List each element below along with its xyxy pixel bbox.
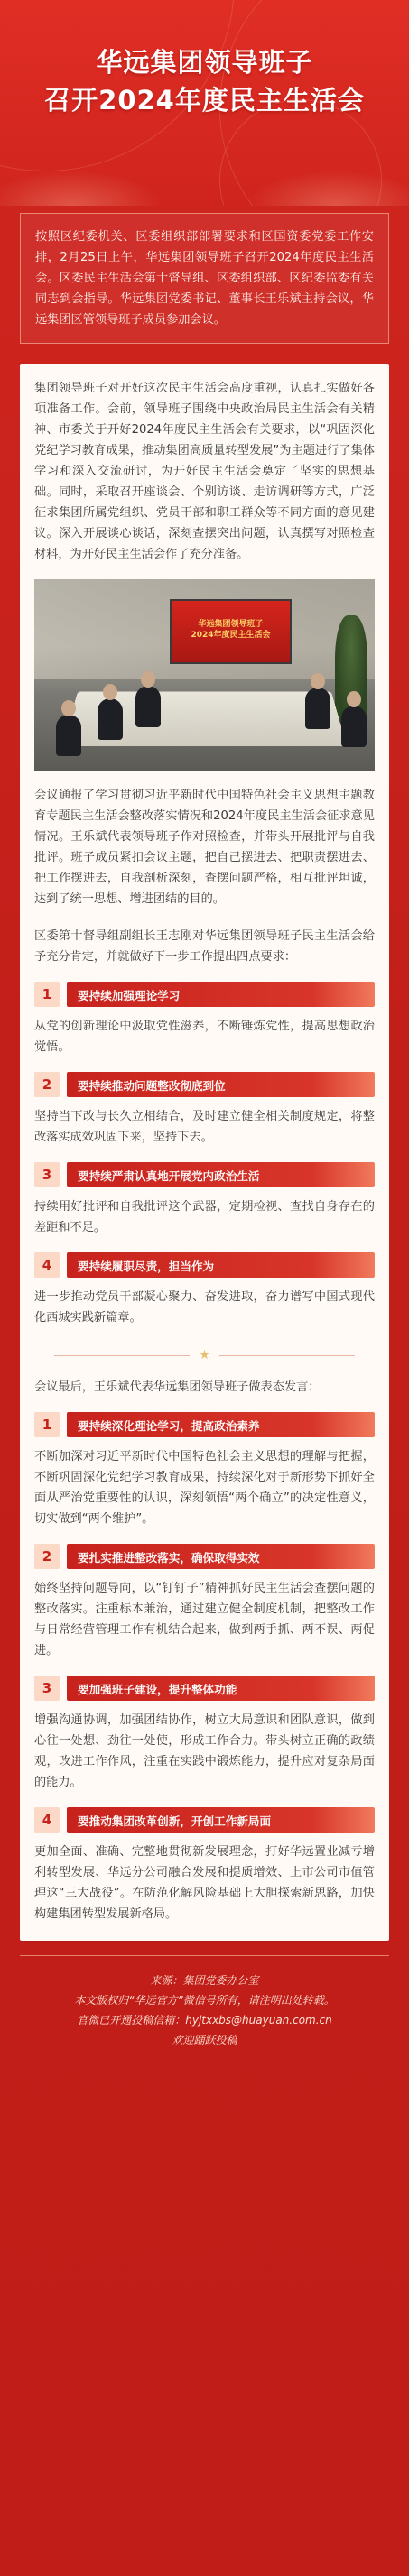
photo-person [305,688,330,729]
footer-source: 来源：集团党委办公室 [150,1974,259,1987]
section-number: 4 [34,1807,60,1833]
section-header [34,1676,375,1701]
meeting-photo [34,579,375,771]
requirement-item [34,1252,375,1328]
section-title: 要扎实推进整改落实，确保取得实效 [67,1544,375,1569]
section-number: 3 [34,1676,60,1701]
statement-intro: 会议最后，王乐斌代表华远集团领导班子做表态发言： [34,1380,321,1394]
section-header [34,982,375,1007]
photo-screen [170,599,292,664]
section-title: 要推动集团改革创新，开创工作新局面 [67,1807,375,1833]
footer-copyright: 本文版权归“华远官方”微信号所有，请注明出处转载。 [74,1994,335,2007]
section-number: 2 [34,1544,60,1569]
commitment-item [34,1544,375,1661]
section-header [34,1162,375,1187]
requirements-intro: 区委第十督导组副组长王志刚对华远集团领导班子民主生活会给予充分肯定，并就做好下一步工作提出四点要求： [34,929,375,964]
commitment-item [34,1676,375,1793]
section-title: 要持续加强理论学习 [67,982,375,1007]
divider-line [54,1355,190,1356]
section-title: 要持续严肃认真地开展党内政治生活 [67,1162,375,1187]
preparation-paragraph: 集团领导班子对开好这次民主生活会高度重视，认真扎实做好各项准备工作。会前，领导班子围绕中央政治局民主生活会有关精神、市委关于开好2024年度民主生活会有关要求，以“巩固深化党纪学习教育成果，推动集团高质量转型发展”为主题进行了集体学习和深入交流研讨，为开好民主生活会奠定了坚实的思想基础。同时，采取召开座谈会、个别访谈、走访调研等方式，广泛征求集团所属党组织、党员干部和职工群众等不同方面的意见建议。深入开展谈心谈话，深刻查摆突出问题，认真撰写对照检查材料，为开好民主生活会作了充分准备。 [34,382,375,561]
cloud-decoration [0,170,163,206]
photo-person [98,698,123,740]
commitment-item [34,1412,375,1529]
star-divider [34,1348,375,1362]
section-number: 1 [34,982,60,1007]
commitment-item [34,1807,375,1925]
section-header [34,1807,375,1833]
intro-box: 按照区纪委机关、区委组织部部署要求和区国资委党委工作安排，2月25日上午，华远集团领导班子召开2024年度民主生活会。区委民主生活会第十督导组、区委组织部、区纪委监委有关同志到会指导。华远集团党委书记、董事长王乐斌主持会议，华远集团区管领导班子成员参加会议。 [20,213,389,344]
requirement-item [34,982,375,1057]
section-title: 要持续履职尽责，担当作为 [67,1252,375,1278]
photo-person [56,715,81,756]
section-body: 坚持当下改与长久立相结合，及时建立健全相关制度规定，将整改落实成效巩固下来，坚持下去。 [34,1110,375,1144]
section-number: 1 [34,1412,60,1437]
section-body: 增强沟通协调，加强团结协作，树立大局意识和团队意识，做到心往一处想、劲往一处使，形成工作合力。带头树立正确的政绩观，改进工作作风，注重在实践中锻炼能力，提升应对复杂局面的能力。 [34,1713,375,1789]
requirement-item [34,1162,375,1238]
requirement-item [34,1072,375,1148]
section-body: 更加全面、准确、完整地贯彻新发展理念，打好华远置业减亏增利转型发展、华远分公司融合发展和提质增效、上市公司市值管理这“三大战役”。在防范化解风险基础上大胆探索新思路，加快构建集团转型发展新格局。 [34,1845,375,1921]
meeting-paragraph: 会议通报了学习贯彻习近平新时代中国特色社会主义思想主题教育专题民主生活会整改落实情况和2024年度民主生活会征求意见情况。王乐斌代表领导班子作对照检查，并带头开展批评与自我批评。班子成员紧扣会议主题，把自己摆进去、把职责摆进去、把工作摆进去，自我剖析深刻，查摆问题严格，相互批评坦诚，达到了统一思想、增进团结的目的。 [34,789,375,906]
section-body: 进一步推动党员干部凝心聚力、奋发进取，奋力谱写中国式现代化西城实践新篇章。 [34,1290,375,1325]
section-body: 持续用好批评和自我批评这个武器，定期检视、查找自身存在的差距和不足。 [34,1200,375,1234]
section-title: 要加强班子建设，提升整体功能 [67,1676,375,1701]
photo-person [341,706,367,747]
section-title: 要持续深化理论学习，提高政治素养 [67,1412,375,1437]
section-number: 2 [34,1072,60,1097]
section-header [34,1252,375,1278]
section-number: 4 [34,1252,60,1278]
cloud-decoration [246,170,409,206]
title-line-1: 华远集团领导班子 [96,47,313,78]
article-footer [20,1955,389,2050]
section-header [34,1544,375,1569]
requirements-list [34,982,375,1328]
divider-line [219,1355,355,1356]
title-line-2: 召开2024年度民主生活会 [44,85,365,115]
page-title [0,43,409,119]
section-body: 从党的创新理论中汲取党性滋养，不断锤炼党性，提高思想政治觉悟。 [34,1020,375,1054]
screen-title: 华远集团领导班子 2024年度民主生活会 [191,620,271,640]
content-card-1 [20,364,389,1941]
section-number: 3 [34,1162,60,1187]
section-header [34,1412,375,1437]
section-body: 始终坚持问题导向，以“钉钉子”精神抓好民主生活会查摆问题的整改落实。注重标本兼治，通过建立健全制度机制，把整改工作与日常经营管理工作有机结合起来，做到两手抓、两不误、两促进。 [34,1582,375,1657]
footer-email: 官微已开通投稿信箱：hyjtxxbs@huayuan.com.cn [77,2014,332,2027]
section-title: 要持续推动问题整改彻底到位 [67,1072,375,1097]
section-header [34,1072,375,1097]
star-icon: ★ [199,1348,210,1362]
footer-invite: 欢迎踊跃投稿 [172,2034,237,2046]
photo-person [135,686,161,727]
section-body: 不断加深对习近平新时代中国特色社会主义思想的理解与把握，不断巩固深化党纪学习教育成果，持续深化对于新形势下抓好全面从严治党重要性的认识，深刻领悟“两个确立”的决定性意义，切实做到“两个维护”。 [34,1450,375,1526]
header-banner [0,0,409,206]
commitments-list [34,1412,375,1925]
